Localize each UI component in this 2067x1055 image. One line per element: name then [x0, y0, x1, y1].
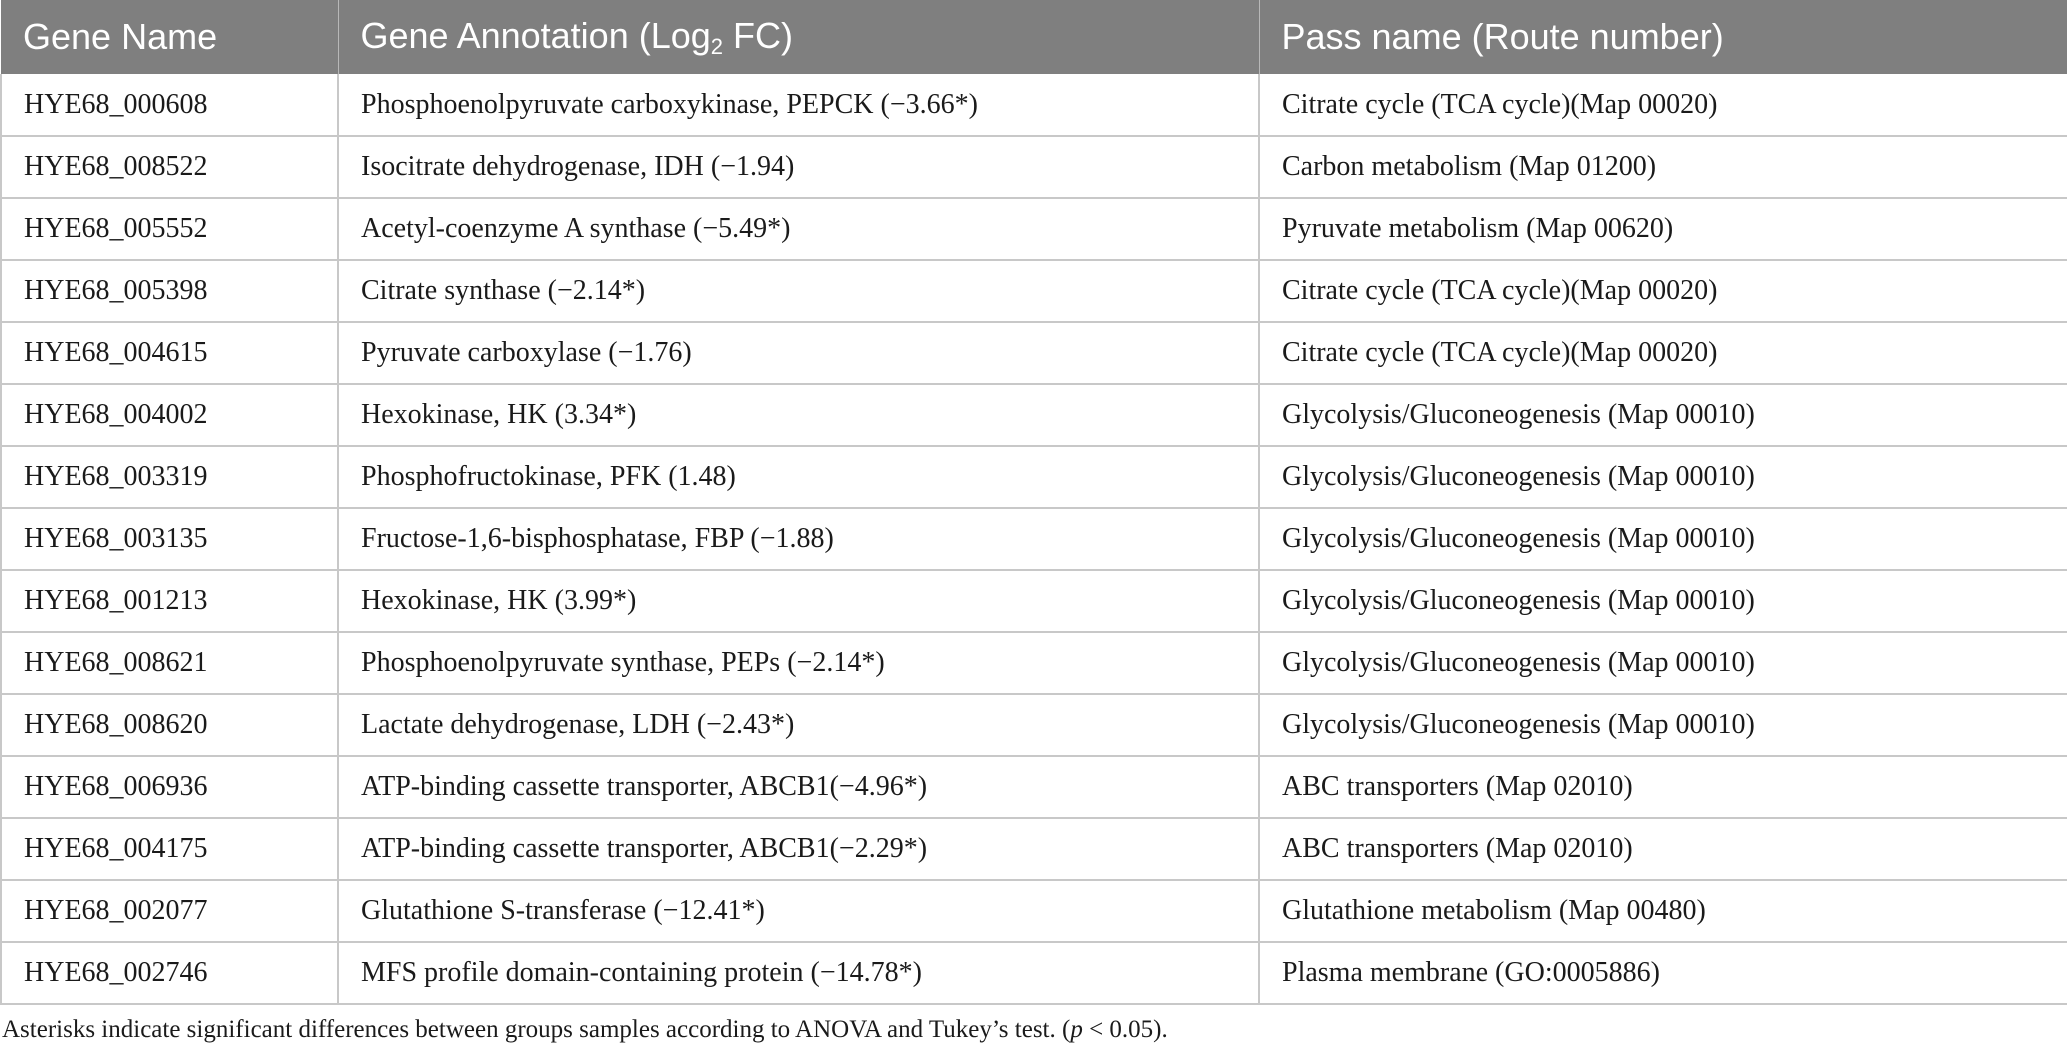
pathway-cell: Glycolysis/Gluconeogenesis (Map 00010): [1259, 632, 2067, 694]
pathway-cell: Glutathione metabolism (Map 00480): [1259, 880, 2067, 942]
gene-annotation-cell: ATP-binding cassette transporter, ABCB1(−4.96*): [338, 756, 1259, 818]
header-gene-annotation: [338, 0, 1259, 74]
gene-annotation-cell: Citrate synthase (−2.14*): [338, 260, 1259, 322]
table-row: [1, 136, 2067, 198]
table-row: [1, 756, 2067, 818]
table-row: [1, 198, 2067, 260]
gene-name-cell: HYE68_008522: [1, 136, 338, 198]
table-body: [1, 74, 2067, 1004]
gene-annotation-cell: ATP-binding cassette transporter, ABCB1(−2.29*): [338, 818, 1259, 880]
gene-annotation-cell: Lactate dehydrogenase, LDH (−2.43*): [338, 694, 1259, 756]
header-annotation-suffix: FC): [723, 14, 794, 56]
gene-annotation-cell: MFS profile domain-containing protein (−14.78*): [338, 942, 1259, 1004]
gene-annotation-cell: Phosphoenolpyruvate carboxykinase, PEPCK (−3.66*): [338, 74, 1259, 136]
table-row: [1, 260, 2067, 322]
gene-name-cell: HYE68_004175: [1, 818, 338, 880]
gene-name-cell: HYE68_006936: [1, 756, 338, 818]
gene-name-cell: HYE68_004615: [1, 322, 338, 384]
header-row: [1, 0, 2067, 74]
pathway-cell: Glycolysis/Gluconeogenesis (Map 00010): [1259, 570, 2067, 632]
table-row: [1, 74, 2067, 136]
table-row: [1, 570, 2067, 632]
table-row: [1, 632, 2067, 694]
pathway-cell: Glycolysis/Gluconeogenesis (Map 00010): [1259, 446, 2067, 508]
gene-name-cell: HYE68_008620: [1, 694, 338, 756]
gene-annotation-cell: Acetyl-coenzyme A synthase (−5.49*): [338, 198, 1259, 260]
gene-annotation-cell: Phosphofructokinase, PFK (1.48): [338, 446, 1259, 508]
gene-name-cell: HYE68_002077: [1, 880, 338, 942]
pathway-cell: Citrate cycle (TCA cycle)(Map 00020): [1259, 74, 2067, 136]
gene-annotation-cell: Glutathione S-transferase (−12.41*): [338, 880, 1259, 942]
pathway-cell: Citrate cycle (TCA cycle)(Map 00020): [1259, 322, 2067, 384]
table-row: [1, 694, 2067, 756]
gene-name-cell: HYE68_003319: [1, 446, 338, 508]
gene-name-cell: HYE68_004002: [1, 384, 338, 446]
gene-annotation-cell: Fructose-1,6-bisphosphatase, FBP (−1.88): [338, 508, 1259, 570]
gene-annotation-cell: Pyruvate carboxylase (−1.76): [338, 322, 1259, 384]
pathway-cell: Glycolysis/Gluconeogenesis (Map 00010): [1259, 508, 2067, 570]
gene-annotation-cell: Hexokinase, HK (3.99*): [338, 570, 1259, 632]
table-row: [1, 818, 2067, 880]
gene-name-cell: HYE68_005398: [1, 260, 338, 322]
header-gene-name: Gene Name: [1, 0, 338, 74]
gene-name-cell: HYE68_001213: [1, 570, 338, 632]
footnote-text-after: < 0.05).: [1082, 1016, 1168, 1043]
header-annotation-prefix: Gene Annotation (Log: [360, 14, 711, 56]
footnote-text-before: Asterisks indicate significant differences between groups samples according to ANOVA and Tukey’s test. (: [2, 1016, 1071, 1043]
footnote-p-symbol: p: [1070, 1016, 1083, 1043]
pathway-cell: Glycolysis/Gluconeogenesis (Map 00010): [1259, 384, 2067, 446]
header-annotation-subscript: 2: [710, 33, 724, 59]
table-row: [1, 384, 2067, 446]
gene-name-cell: HYE68_002746: [1, 942, 338, 1004]
gene-annotation-cell: Phosphoenolpyruvate synthase, PEPs (−2.14*): [338, 632, 1259, 694]
gene-annotation-cell: Hexokinase, HK (3.34*): [338, 384, 1259, 446]
header-pathway: Pass name (Route number): [1259, 0, 2067, 74]
pathway-cell: Plasma membrane (GO:0005886): [1259, 942, 2067, 1004]
table-row: [1, 508, 2067, 570]
gene-name-cell: HYE68_000608: [1, 74, 338, 136]
gene-name-cell: HYE68_003135: [1, 508, 338, 570]
table-row: [1, 942, 2067, 1004]
gene-name-cell: HYE68_005552: [1, 198, 338, 260]
table-row: [1, 880, 2067, 942]
pathway-cell: Pyruvate metabolism (Map 00620): [1259, 198, 2067, 260]
table-row: [1, 322, 2067, 384]
table-footnote: [2, 1016, 1168, 1044]
pathway-cell: Citrate cycle (TCA cycle)(Map 00020): [1259, 260, 2067, 322]
pathway-cell: Glycolysis/Gluconeogenesis (Map 00010): [1259, 694, 2067, 756]
table-row: [1, 446, 2067, 508]
gene-name-cell: HYE68_008621: [1, 632, 338, 694]
pathway-cell: ABC transporters (Map 02010): [1259, 818, 2067, 880]
pathway-cell: ABC transporters (Map 02010): [1259, 756, 2067, 818]
gene-annotation-cell: Isocitrate dehydrogenase, IDH (−1.94): [338, 136, 1259, 198]
table-header: [1, 0, 2067, 74]
pathway-cell: Carbon metabolism (Map 01200): [1259, 136, 2067, 198]
